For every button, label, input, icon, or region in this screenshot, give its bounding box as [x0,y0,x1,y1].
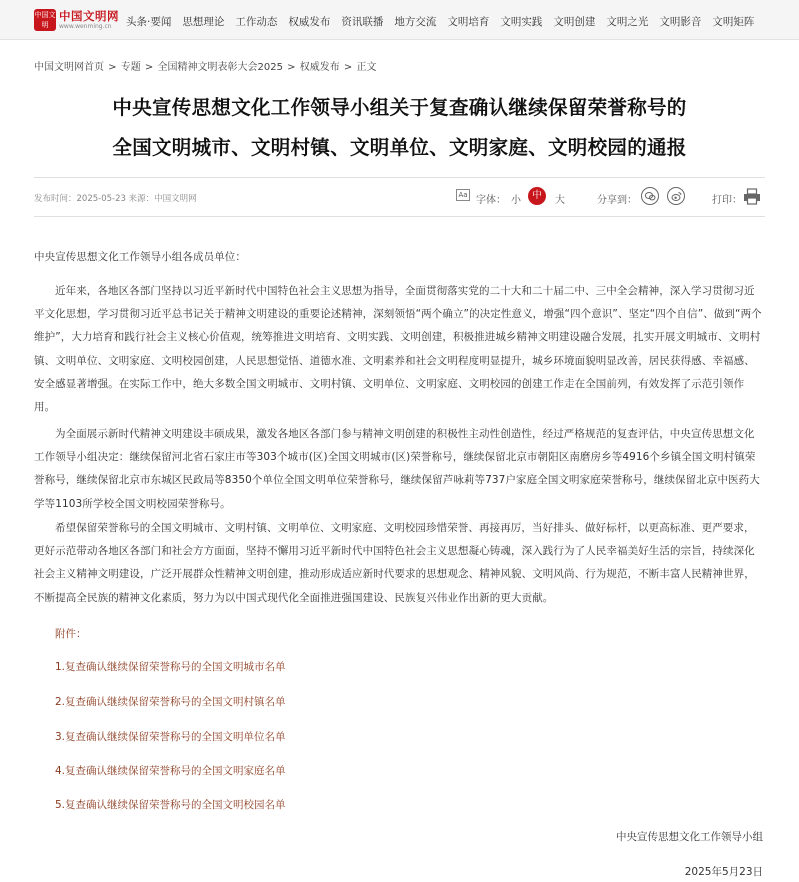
breadcrumb-separator: > [283,62,299,73]
font-size-icon: Aa [456,189,470,201]
logo-subtitle: www.wenming.cn [59,23,112,30]
paragraph-1: 近年来，各地区各部门坚持以习近平新时代中国特色社会主义思想为指导，全面贯彻落实党的二十大和二十届二中、三中全会精神，深入学习贯彻习近平文化思想，学习贯彻习近平总书记关于精神文明建设的重要论述精神，深刻领悟“两个确立”的决定性意义，增强“四个意识”、坚定“四个自信”、做到“两个维护”，大力培育和践行社会主义核心价值观，统筹推进文明培育、文明实践、文明创建，积极推进城乡精神文明建设融合发展，扎实开展文明城市、文明村镇、文明单位、文明家庭、文明校园创建，人民思想觉悟、道德水准、文明素养和社会文明程度明显提升，城乡环境面貌明显改善，居民获得感、幸福感、安全感显著增强。在实际工作中，绝大多数全国文明城市、文明村镇、文明单位、文明家庭、文明校园的创建工作走在全国前列，有效发挥了示范引领作用。 [34,285,762,414]
attachment-link-2[interactable]: 2.复查确认继续保留荣誉称号的全国文明村镇名单 [55,696,286,708]
nav-item-2[interactable]: 思想理论 [182,16,225,28]
print-label: 打印： [712,195,742,206]
breadcrumb-item[interactable]: 权威发布 [299,62,340,73]
divider [34,177,765,178]
publish-meta: 发布时间：2025-05-23 来源：中国文明网 [34,194,197,204]
breadcrumb-item[interactable]: 中国文明网首页 [34,62,104,73]
nav-item-11[interactable]: 文明影音 [659,16,702,28]
logo-text: 中国文明网 [59,9,119,23]
nav-item-5[interactable]: 资讯联播 [341,16,384,28]
site-logo[interactable] [34,9,119,33]
breadcrumb-separator: > [105,62,120,73]
attachment-link-1[interactable]: 1.复查确认继续保留荣誉称号的全国文明城市名单 [55,661,286,673]
nav-item-4[interactable]: 权威发布 [288,16,331,28]
breadcrumb-item: 正文 [356,62,377,73]
issue-date: 2025年5月23日 [684,866,763,878]
printer-icon[interactable] [743,188,761,205]
breadcrumb-item[interactable]: 全国精神文明表彰大会2025 [157,62,283,73]
nav-item-12[interactable]: 文明矩阵 [712,16,755,28]
article-title-line-2: 全国文明城市、文明村镇、文明单位、文明家庭、文明校园的通报 [112,136,687,159]
paragraph-3: 希望保留荣誉称号的全国文明城市、文明村镇、文明单位、文明家庭、文明校园珍惜荣誉、再接再厉，当好排头、做好标杆，以更高标准、更严要求，更好示范带动各地区各部门和社会方方面面，坚持不懈用习近平新时代中国特色社会主义思想凝心铸魂，深入践行为了人民幸福美好生活的宗旨，持续深化社会主义精神文明建设，广泛开展群众性精神文明创建，推动形成适应新时代要求的思想观念、精神风貌、文明风尚、行为规范，不断丰富人民精神世界，不断提高全民族的精神文化素质，努力为以中国式现代化全面推进强国建设、民族复兴伟业作出新的更大贡献。 [34,522,755,604]
nav-item-7[interactable]: 文明培育 [447,16,490,28]
nav-item-1[interactable]: 头条·要闻 [126,16,172,28]
share-label: 分享到： [597,195,637,206]
paragraph-2: 为全面展示新时代精神文明建设丰硕成果，激发各地区各部门参与精神文明创建的积极性主动性创造性，经过严格规范的复查评估，中央宣传思想文化工作领导小组决定：继续保留河北省石家庄市等303个城市(区)全国文明城市(区)荣誉称号，继续保留北京市朝阳区南磨房乡等4916个乡镇全国文明村镇荣誉称号，继续保留北京市东城区民政局等8350个单位全国文明单位荣誉称号，继续保留芦咏莉等737户家庭全国文明家庭荣誉称号，继续保留北京中医药大学等1103所学校全国文明校园荣誉称号。 [34,428,760,510]
weibo-icon[interactable] [667,187,685,205]
logo-seal-icon: 中国文明 [34,11,56,29]
nav-item-10[interactable]: 文明之光 [606,16,649,28]
main-nav [126,14,765,28]
breadcrumb-separator: > [340,62,356,73]
breadcrumb [34,58,376,73]
nav-item-8[interactable]: 文明实践 [500,16,543,28]
breadcrumb-item[interactable]: 专题 [120,62,141,73]
attachment-link-4[interactable]: 4.复查确认继续保留荣誉称号的全国文明家庭名单 [55,765,286,777]
font-size-label: 字体： [476,195,506,206]
breadcrumb-separator: > [141,62,157,73]
salutation: 中央宣传思想文化工作领导小组各成员单位： [34,251,246,263]
nav-item-3[interactable]: 工作动态 [235,16,278,28]
font-mid-button[interactable]: 中 [528,187,546,205]
nav-item-6[interactable]: 地方交流 [394,16,437,28]
font-small-button[interactable]: 小 [511,195,521,206]
signature: 中央宣传思想文化工作领导小组 [616,831,763,843]
top-nav-bar [0,0,799,40]
attachment-link-5[interactable]: 5.复查确认继续保留荣誉称号的全国文明校园名单 [55,799,286,811]
nav-item-9[interactable]: 文明创建 [553,16,596,28]
wechat-icon[interactable] [641,187,659,205]
article-title-line-1: 中央宣传思想文化工作领导小组关于复查确认继续保留荣誉称号的 [112,96,687,119]
attachments-title: 附件： [55,628,87,640]
attachment-link-3[interactable]: 3.复查确认继续保留荣誉称号的全国文明单位名单 [55,731,286,743]
divider [34,216,765,217]
font-big-button[interactable]: 大 [555,195,565,206]
